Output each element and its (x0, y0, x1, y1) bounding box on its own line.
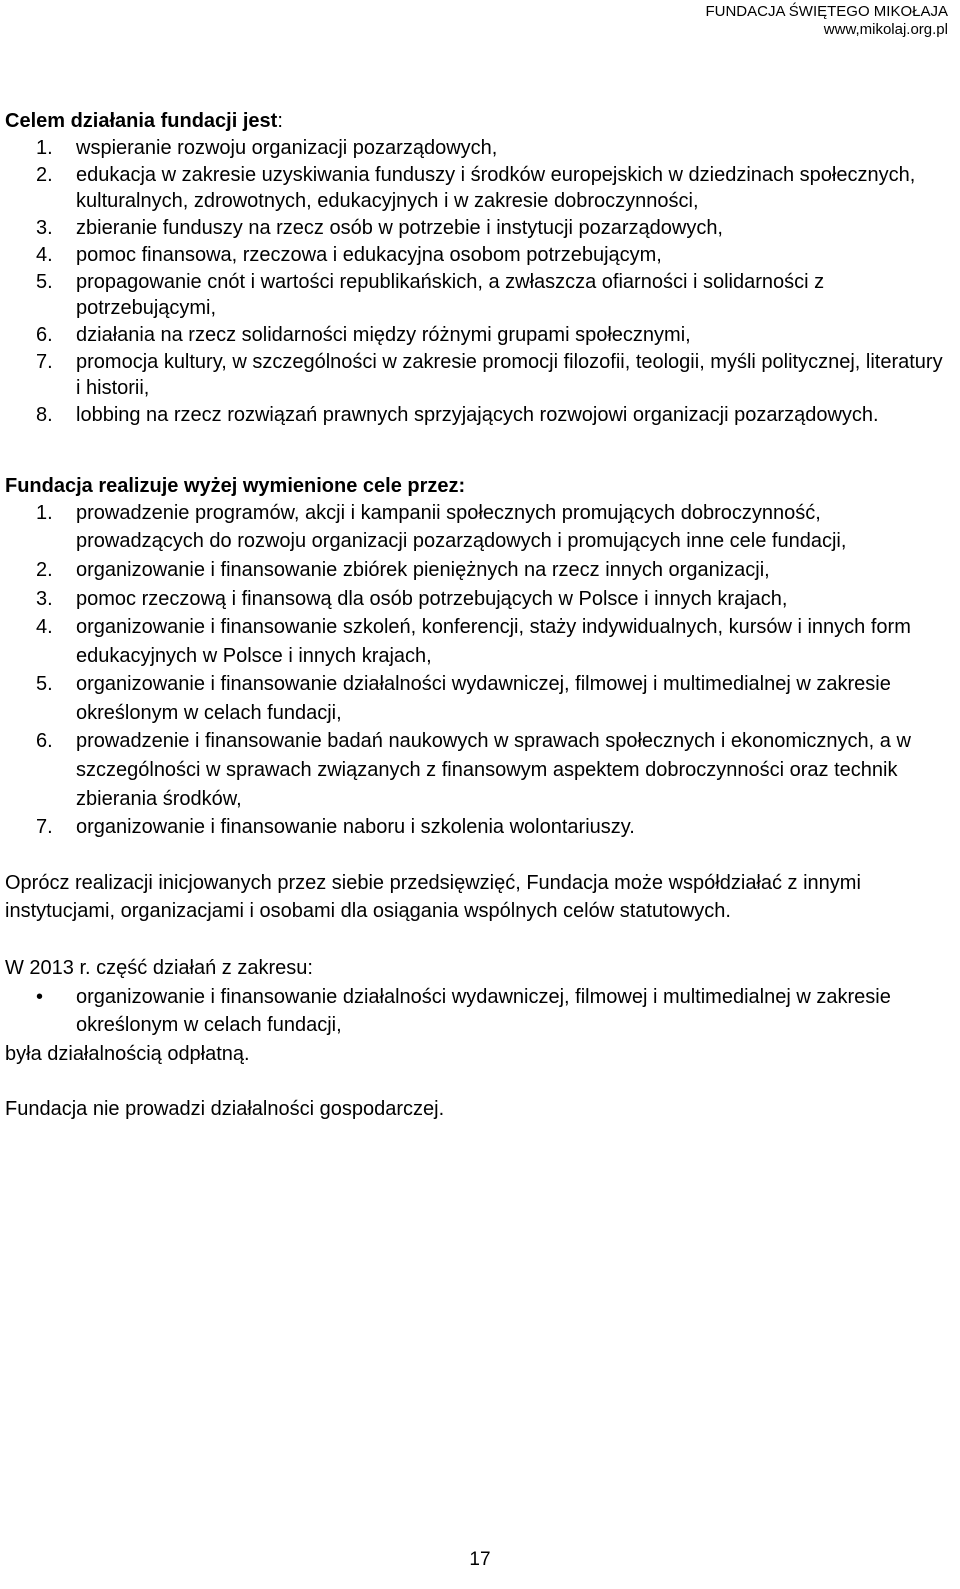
list-item (5, 402, 950, 429)
header-website: www,mikolaj.org.pl (823, 21, 948, 38)
list-item-text: organizowanie i finansowanie naboru i szkolenia wolontariuszy. (76, 816, 635, 839)
goals-list (5, 135, 950, 429)
list-item-number: 5. (36, 270, 53, 293)
list-item-number: 7. (36, 350, 53, 373)
list-item (5, 242, 950, 269)
goals-heading-colon: : (277, 110, 283, 132)
list-item (5, 670, 950, 727)
list-item-number: 1. (36, 137, 53, 159)
list-item-number: 8. (36, 404, 53, 427)
list-item (5, 322, 950, 349)
list-item-text: organizowanie i finansowanie działalności wydawniczej, filmowej i multimedialnej w zakresie określonym w celach fundacji, (76, 985, 891, 1037)
document-body (5, 107, 950, 1124)
list-item-text: promocja kultury, w szczególności w zakresie promocji filozofii, teologii, myśli politycznej, literatury i historii, (76, 350, 943, 400)
no-business-paragraph: Fundacja nie prowadzi działalności gospodarczej. (5, 1098, 445, 1121)
paid-activity-intro: W 2013 r. część działań z zakresu: (5, 957, 313, 980)
list-item (5, 349, 950, 402)
list-item (5, 162, 950, 215)
list-item-text: zbieranie funduszy na rzecz osób w potrzebie i instytucji pozarządowych, (76, 217, 723, 240)
list-item-number: 4. (36, 616, 53, 639)
means-list (5, 499, 950, 842)
list-item-text: organizowanie i finansowanie zbiórek pieniężnych na rzecz innych organizacji, (76, 558, 770, 581)
list-item-number: 6. (36, 323, 53, 346)
list-item (5, 269, 950, 322)
list-item-text: pomoc rzeczową i finansową dla osób potrzebujących w Polsce i innych krajach, (76, 587, 788, 610)
page-number: 17 (469, 1549, 491, 1570)
list-item-text: lobbing na rzecz rozwiązań prawnych sprzyjających rozwojowi organizacji pozarządowych. (76, 404, 879, 427)
list-item (5, 813, 950, 842)
list-item-text: edukacja w zakresie uzyskiwania funduszy i środków europejskich w dziedzinach społecznych, kulturalnych, zdrowotnych, edukacyjnych i w zakresie dobroczynności, (76, 163, 916, 213)
list-item-number: 3. (36, 217, 53, 240)
list-item (5, 585, 950, 614)
list-item-number: 4. (36, 243, 53, 266)
list-item-number: 2. (36, 558, 53, 581)
list-item-number: 1. (36, 501, 53, 524)
list-item (5, 499, 950, 556)
list-item-text: wspieranie rozwoju organizacji pozarządowych, (76, 137, 498, 159)
list-item-text: propagowanie cnót i wartości republikańskich, a zwłaszcza ofiarności i solidarności z potrzebującymi, (76, 270, 825, 320)
paid-activity-list (5, 983, 950, 1040)
list-item-number: 3. (36, 587, 53, 610)
list-item-number: 5. (36, 673, 53, 696)
list-item (5, 135, 950, 162)
list-item-text: organizowanie i finansowanie działalności wydawniczej, filmowej i multimedialnej w zakresie określonym w celach fundacji, (76, 673, 891, 724)
goals-heading-text: Celem działania fundacji jest (5, 110, 278, 132)
list-item-number: 2. (36, 163, 53, 186)
list-item (5, 613, 950, 670)
list-item (5, 983, 950, 1040)
paid-activity-outro: była działalnością odpłatną. (5, 1042, 250, 1065)
goals-heading (5, 107, 950, 135)
bullet-icon: • (36, 985, 44, 1008)
list-item-text: organizowanie i finansowanie szkoleń, konferencji, staży indywidualnych, kursów i innych form edukacyjnych w Polsce i innych krajach, (76, 616, 911, 667)
header-org-name: FUNDACJA ŚWIĘTEGO MIKOŁAJA (705, 3, 948, 20)
list-item-number: 7. (36, 816, 53, 839)
means-heading: Fundacja realizuje wyżej wymienione cele przez: (5, 474, 466, 497)
list-item (5, 556, 950, 585)
page-header (705, 3, 948, 39)
cooperation-paragraph: Oprócz realizacji inicjowanych przez siebie przedsięwzięć, Fundacja może współdziałać z innymi instytucjami, organizacjami i osobami dla osiągania wspólnych celów statutowych. (5, 871, 861, 923)
list-item-text: prowadzenie programów, akcji i kampanii społecznych promujących dobroczynność, prowadzących do rozwoju organizacji pozarządowych i promujących inne cele fundacji, (76, 501, 847, 553)
list-item-text: działania na rzecz solidarności między różnymi grupami społecznymi, (76, 323, 691, 346)
list-item (5, 727, 950, 813)
list-item (5, 215, 950, 242)
list-item-text: pomoc finansowa, rzeczowa i edukacyjna osobom potrzebującym, (76, 243, 662, 266)
list-item-text: prowadzenie i finansowanie badań naukowych w sprawach społecznych i ekonomicznych, a w szczególności w sprawach związanych z finansowym aspektem dobroczynności oraz technik zbierania środków, (76, 730, 911, 810)
list-item-number: 6. (36, 730, 53, 753)
